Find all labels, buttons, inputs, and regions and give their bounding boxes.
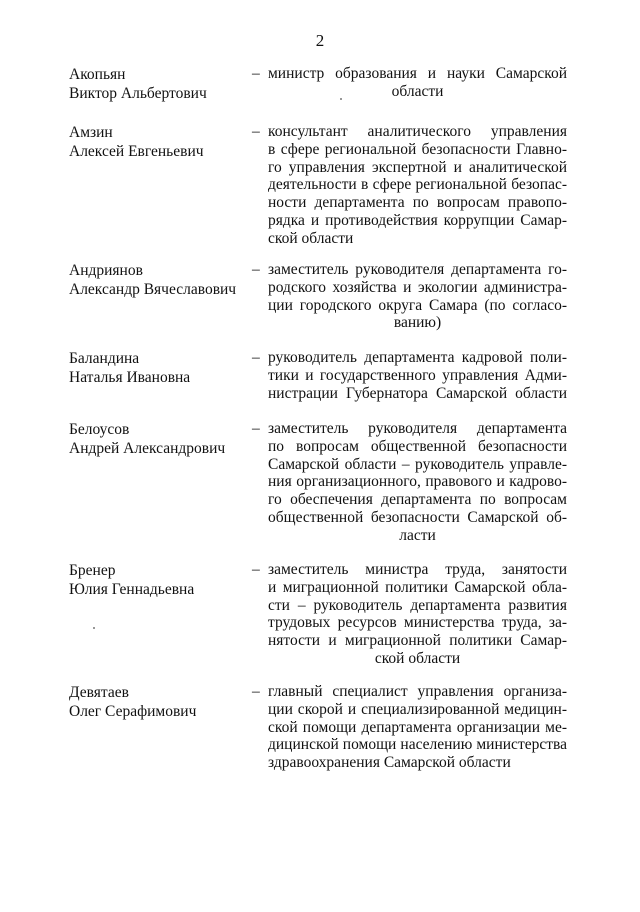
- position-line: здравоохранения Самарской области: [268, 754, 511, 772]
- position-line: го обеспечения департамента по вопросам: [268, 491, 567, 509]
- position-line: нятости и миграционной политики Самар-: [268, 632, 567, 650]
- position-line: ции городского округа Самара (по согласо-: [268, 296, 567, 314]
- member-entry: [69, 261, 569, 332]
- member-given-names: Алексей Евгеньевич: [69, 143, 204, 160]
- position-line: и миграционной политики Самарской обла-: [268, 578, 567, 596]
- position-line: ности департамента по вопросам правопо-: [268, 194, 567, 212]
- position-line: ской области: [374, 649, 461, 667]
- member-surname: Баландина: [69, 350, 140, 367]
- member-surname: Бренер: [69, 562, 116, 579]
- position-line: Самарской области – руководитель управле-: [268, 455, 567, 473]
- position-line: общественной безопасности Самарской об-: [268, 508, 567, 526]
- member-given-names: Олег Серафимович: [69, 703, 197, 720]
- position-line: ванию): [393, 314, 442, 332]
- position-line: сти – руководитель департамента развития: [268, 596, 567, 614]
- member-name: [69, 420, 254, 458]
- position-line: в сфере региональной безопасности Главно-: [268, 140, 567, 158]
- position-line: консультант аналитического управления: [268, 123, 567, 140]
- position-line: заместитель руководителя департамента го-: [268, 261, 567, 278]
- dash-separator: –: [252, 420, 260, 437]
- member-entry: [69, 65, 569, 102]
- member-position: [268, 561, 567, 668]
- member-surname: Акопьян: [69, 66, 126, 83]
- member-position: [268, 65, 567, 101]
- dash-separator: –: [252, 261, 260, 278]
- member-name: [69, 261, 254, 299]
- position-line: ской области: [268, 229, 354, 247]
- position-line: области: [391, 82, 444, 100]
- member-surname: Девятаев: [69, 684, 129, 701]
- position-line: деятельности в сфере региональной безопас-: [268, 176, 567, 194]
- member-entry: [69, 561, 569, 667]
- dash-separator: –: [252, 65, 260, 82]
- member-position: [268, 420, 567, 545]
- member-surname: Белоусов: [69, 421, 130, 438]
- member-entry: [69, 349, 569, 402]
- position-line: ской помощи департамента организации ме-: [268, 718, 567, 736]
- dash-separator: –: [252, 561, 260, 578]
- member-entry: [69, 420, 569, 544]
- dash-separator: –: [252, 683, 260, 700]
- member-position: [268, 261, 567, 332]
- dash-separator: –: [252, 349, 260, 366]
- member-given-names: Андрей Александрович: [69, 440, 226, 457]
- position-line: го управления экспертной и аналитической: [268, 158, 567, 176]
- member-given-names: Александр Вячеславович: [69, 281, 237, 298]
- member-given-names: Наталья Ивановна: [69, 369, 191, 386]
- member-given-names: Виктор Альбертович: [69, 85, 207, 102]
- position-line: нистрации Губернатора Самарской области: [268, 384, 567, 402]
- scan-speck: [93, 627, 95, 629]
- dash-separator: –: [252, 123, 260, 140]
- position-line: заместитель министра труда, занятости: [268, 561, 567, 578]
- member-name: [69, 349, 254, 387]
- position-line: родского хозяйства и экологии админиcтра-: [268, 278, 567, 296]
- member-name: [69, 683, 254, 721]
- position-line: ния организационного, правового и кадрово-: [268, 473, 567, 491]
- member-position: [268, 683, 567, 772]
- member-name: [69, 561, 254, 599]
- position-line: ции скорой и специализированной медицин-: [268, 700, 567, 718]
- position-line: по вопросам общественной безопасности: [268, 437, 567, 455]
- member-surname: Андриянов: [69, 262, 143, 279]
- page-number: 2: [315, 31, 325, 50]
- position-line: министр образования и науки Самарской: [268, 65, 567, 82]
- position-line: трудовых ресурсов министерства труда, за-: [268, 614, 567, 632]
- position-line: дицинской помощи населению министерства: [268, 736, 567, 754]
- position-line: тики и государственного управления Адми-: [268, 366, 567, 384]
- member-position: [268, 349, 567, 402]
- position-line: руководитель департамента кадровой поли-: [268, 349, 567, 366]
- position-line: заместитель руководителя департамента: [268, 420, 567, 437]
- position-line: ласти: [399, 526, 436, 544]
- member-entry: [69, 123, 569, 247]
- member-surname: Амзин: [69, 124, 113, 141]
- member-name: [69, 65, 254, 103]
- position-line: рядка и противодействия коррупции Самар-: [268, 211, 567, 229]
- member-name: [69, 123, 254, 161]
- member-given-names: Юлия Геннадьевна: [69, 581, 195, 598]
- member-position: [268, 123, 567, 248]
- position-line: главный специалист управления организа-: [268, 683, 567, 700]
- member-entry: [69, 683, 569, 772]
